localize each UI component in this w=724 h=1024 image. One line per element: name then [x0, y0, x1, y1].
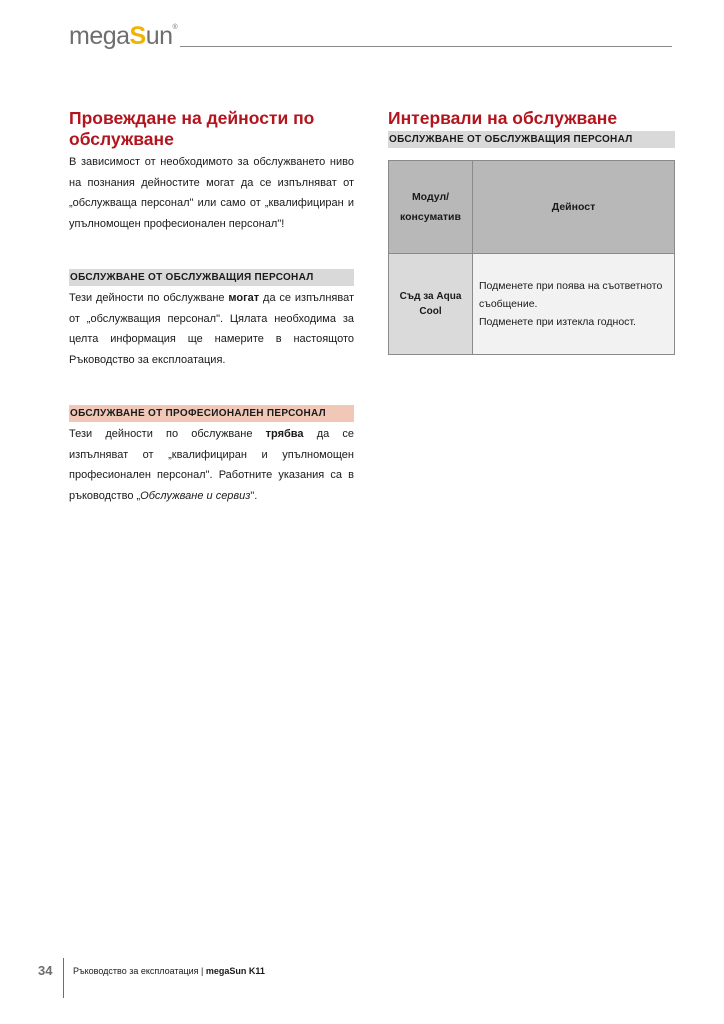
staff-maintenance-section: [69, 269, 354, 370]
pro-maintenance-text: Тези дейности по обслужване трябва да се изпълняват от „квалифициран и упълномощен професионален персонал". Работните указания са в ръководство „Обслужване и сервиз".: [69, 428, 354, 502]
service-manual-reference: Обслужване и сервиз: [140, 489, 251, 502]
table-header-action: Дейност: [473, 161, 675, 254]
action-line: Подменете при изтекла годност.: [479, 316, 636, 328]
brand-logo: [69, 22, 177, 51]
left-section-title: Провеждане на дейности по обслужване: [69, 108, 315, 149]
right-section-title: Интервали на обслужване: [388, 108, 618, 128]
pro-maintenance-section: [69, 405, 354, 506]
emphasis-may: могат: [228, 292, 260, 304]
staff-maintenance-text: Тези дейности по обслужване могат да се изпълняват от „обслужващия персонал". Цялата необходима за целта информация ще намерите в настоящото Ръководство за експлоатация.: [69, 292, 354, 366]
left-column: [69, 108, 354, 506]
header-divider: [180, 46, 672, 47]
pro-maintenance-heading: ОБСЛУЖВАНЕ ОТ ПРОФЕСИОНАЛЕН ПЕРСОНАЛ: [69, 405, 354, 422]
table-cell-module: Съд за Aqua Cool: [389, 254, 473, 355]
logo-accent: S: [129, 22, 146, 50]
maintenance-intervals-table: [388, 160, 675, 355]
footer-divider: [63, 958, 64, 998]
table-row: [389, 254, 675, 355]
table-header-row: [389, 161, 675, 254]
footer-separator: |: [201, 966, 204, 976]
product-name: megaSun K11: [205, 966, 265, 976]
page-number: 34: [38, 963, 53, 978]
logo-suffix: un: [145, 22, 173, 50]
manual-title: Ръководство за експлоатация: [73, 966, 199, 976]
intervals-heading: ОБСЛУЖВАНЕ ОТ ОБСЛУЖВАЩИЯ ПЕРСОНАЛ: [388, 131, 675, 148]
staff-maintenance-heading: ОБСЛУЖВАНЕ ОТ ОБСЛУЖВАЩИЯ ПЕРСОНАЛ: [69, 269, 354, 286]
action-line: Подменете при поява на съответното съобщение.: [479, 280, 663, 310]
emphasis-must: трябва: [265, 428, 304, 440]
registered-mark: ®: [172, 24, 178, 31]
table-header-module: Модул/ консуматив: [389, 161, 473, 254]
footer-caption: [73, 966, 265, 976]
logo-prefix: mega: [69, 22, 130, 50]
table-cell-action: [473, 254, 675, 355]
right-column: [388, 108, 675, 355]
intro-paragraph: В зависимост от необходимото за обслужването ниво на познания дейностите могат да се изпълняват от „обслужваща персонал" или само от „квалифициран и упълномощен професионален персонал"!: [69, 156, 354, 230]
